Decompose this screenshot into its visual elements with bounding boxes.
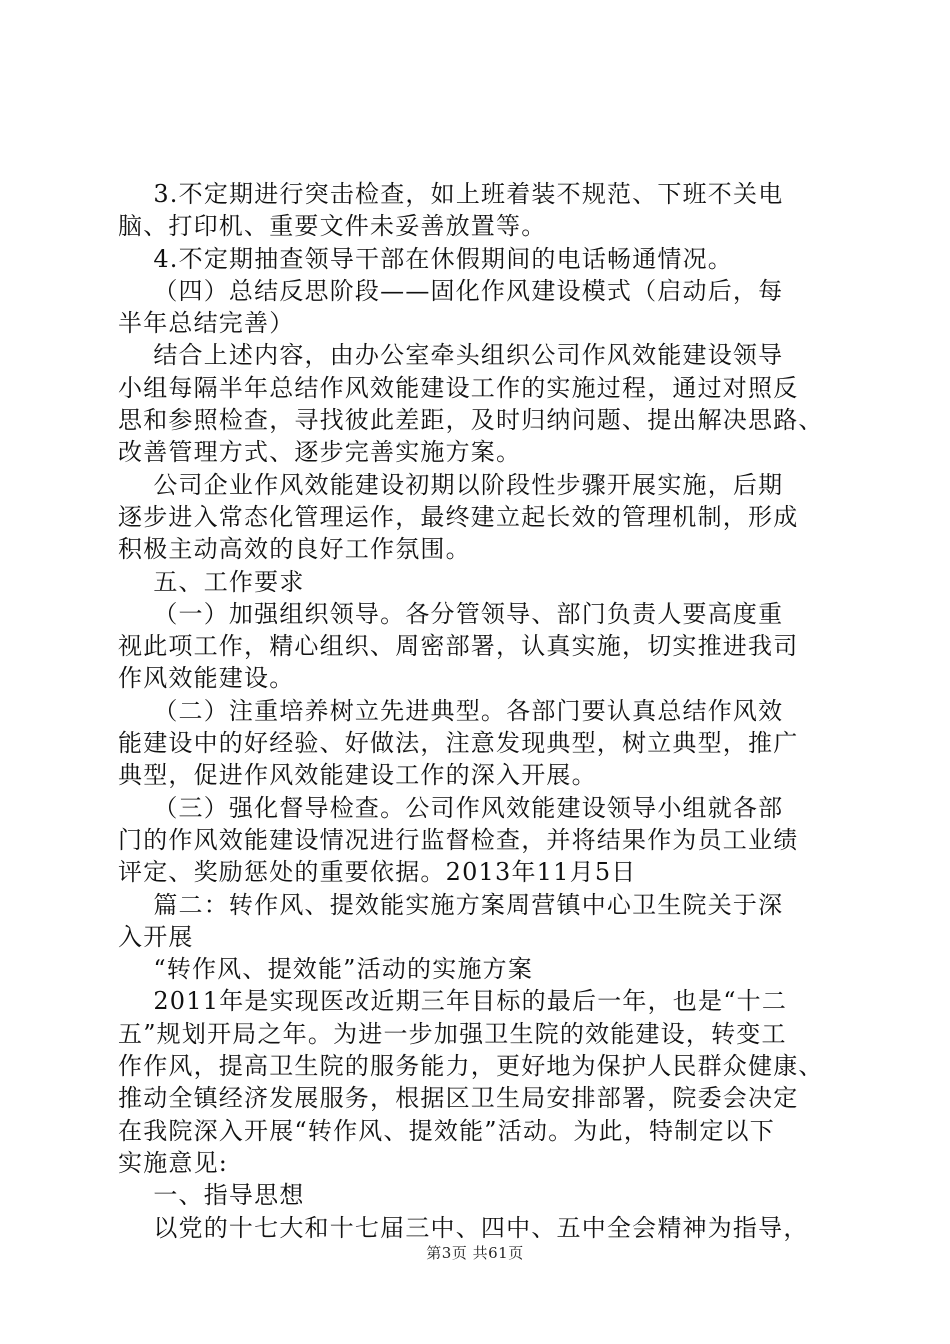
text-line: 脑、打印机、重要文件未妥善放置等。 — [118, 212, 547, 241]
text-line: 积极主动高效的良好工作氛围。 — [118, 535, 471, 564]
text-line: 逐步进入常态化管理运作，最终建立起长效的管理机制，形成 — [118, 502, 799, 531]
text-line: 五”规划开局之年。为进一步加强卫生院的效能建设，转变工 — [118, 1019, 787, 1048]
text-line: “转作风、提效能”活动的实施方案 — [118, 955, 534, 984]
text-line: 作作风，提高卫生院的服务能力，更好地为保护人民群众健康、 — [118, 1052, 824, 1081]
text-line: 入开展 — [118, 922, 194, 951]
text-line: 一、指导思想 — [118, 1181, 305, 1210]
text-line: 4.不定期抽查领导干部在休假期间的电话畅通情况。 — [118, 244, 734, 273]
text-line: 篇二：转作风、提效能实施方案周营镇中心卫生院关于深 — [118, 890, 784, 919]
text-line: 在我院深入开展“转作风、提效能”活动。为此，特制定以下 — [118, 1116, 775, 1145]
text-line: 半年总结完善） — [118, 309, 295, 338]
text-line: 门的作风效能建设情况进行监督检查，并将结果作为员工业绩 — [118, 825, 799, 854]
text-line: 评定、奖励惩处的重要依据。2013年11月5日 — [118, 858, 637, 887]
text-line: 实施意见: — [118, 1148, 229, 1177]
text-line: 五、工作要求 — [118, 567, 305, 596]
text-line: 作风效能建设。 — [118, 664, 295, 693]
text-line: 视此项工作，精心组织、周密部署，认真实施，切实推进我司 — [118, 632, 799, 661]
text-line: 典型，促进作风效能建设工作的深入开展。 — [118, 761, 597, 790]
document-body — [118, 178, 838, 1244]
text-line: （二）注重培养树立先进典型。各部门要认真总结作风效 — [118, 696, 784, 725]
text-line: 3.不定期进行突击检查，如上班着装不规范、下班不关电 — [118, 180, 784, 208]
text-line: 改善管理方式、逐步完善实施方案。 — [118, 438, 522, 467]
text-line: 小组每隔半年总结作风效能建设工作的实施过程，通过对照反 — [118, 373, 799, 402]
text-line: （四）总结反思阶段——固化作风建设模式（启动后，每 — [118, 276, 784, 305]
text-line: （一）加强组织领导。各分管领导、部门负责人要高度重 — [118, 599, 784, 628]
page-footer: 第3页 共61页 — [426, 1244, 524, 1262]
text-line: 公司企业作风效能建设初期以阶段性步骤开展实施，后期 — [118, 470, 784, 499]
text-line: 推动全镇经济发展服务，根据区卫生局安排部署，院委会决定 — [118, 1084, 799, 1113]
text-line: 2011年是实现医改近期三年目标的最后一年，也是“十二 — [118, 987, 788, 1016]
text-line: 以党的十七大和十七届三中、四中、五中全会精神为指导， — [118, 1213, 809, 1242]
text-line: 思和参照检查，寻找彼此差距，及时归纳问题、提出解决思路、 — [118, 406, 824, 435]
text-line: （三）强化督导检查。公司作风效能建设领导小组就各部 — [118, 793, 784, 822]
text-line: 结合上述内容，由办公室牵头组织公司作风效能建设领导 — [118, 341, 784, 370]
text-line: 能建设中的好经验、好做法，注意发现典型，树立典型，推广 — [118, 729, 799, 758]
